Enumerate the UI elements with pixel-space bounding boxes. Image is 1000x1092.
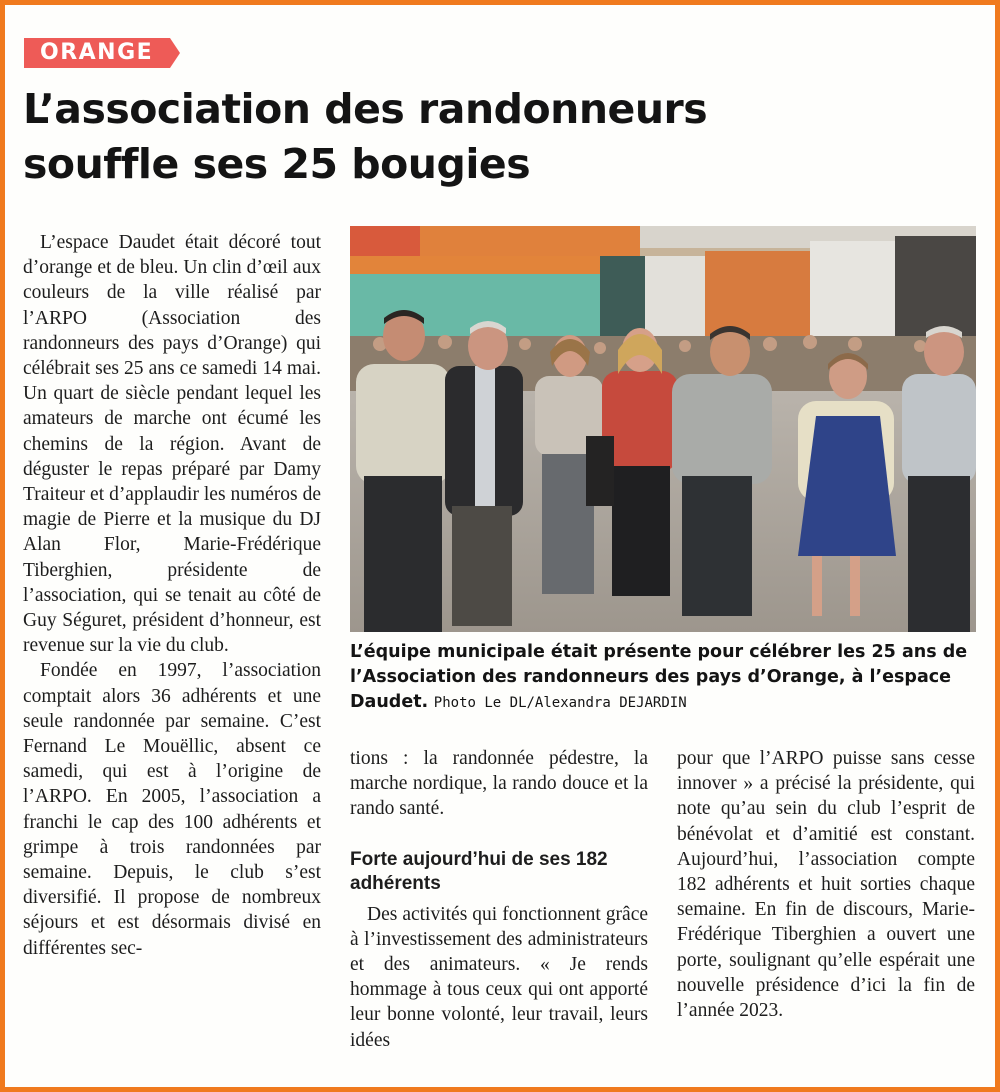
paragraph-history: Fondée en 1997, l’association comptait alors 36 adhérents et une seule randonnée par semaine. C’est Fernand Le Mouëllic, absent ce samedi, qui est à l’origine de l’ARPO. En 2005, l’association a franchi le cap des 100 adhérents et grimpe à trois randonnées par semaine. Depuis, le club s’est diversifié. Il propose de nombreux séjours et est désormais divisé en différentes sec-	[23, 660, 321, 959]
paragraph-activities: Des activités qui fonctionnent grâce à l’investissement des administrateurs et des animateurs. « Je rends hommage à tous ceux qui ont apporté leur bonne volonté, leur travail, leurs idées	[350, 903, 648, 1051]
article-column-2	[350, 746, 648, 1053]
group-photo-illustration	[350, 226, 976, 632]
section-kicker	[24, 38, 180, 68]
kicker-label: ORANGE	[40, 40, 154, 65]
paragraph-continuation: tions : la randonnée pédestre, la marche nordique, la rando douce et la rando santé.	[350, 748, 648, 820]
caption-text: L’équipe municipale était présente pour célébrer les 25 ans de l’Association des randonneurs des pays d’Orange, à l’espace Daudet.	[350, 642, 968, 712]
headline	[23, 82, 973, 192]
article-column-3	[677, 746, 975, 1023]
photo-caption	[350, 640, 976, 716]
headline-line-2: souffle ses 25 bougies	[23, 140, 531, 188]
article-column-1	[23, 230, 321, 961]
subheading: Forte aujourd’hui de ses 182 adhérents	[350, 848, 608, 894]
headline-line-1: L’association des randonneurs	[23, 85, 708, 133]
paragraph-intro: L’espace Daudet était décoré tout d’orange et de bleu. Un clin d’œil aux couleurs de la ville réalisé par l’ARPO (Association des randonneurs des pays d’Orange) qui célébrait ses 25 ans ce samedi 14 mai. Un quart de siècle pendant lequel les amateurs de marche ont écumé les chemins de la région. Avant de déguster le repas préparé par Damy Traiteur et d’applaudir les numéros de magie de Pierre et la musique du DJ Alan Flor, Marie-Frédérique Tiberghien, présidente de l’association, qui se tenait au côté de Guy Séguret, président d’honneur, est revenue sur la vie du club.	[23, 232, 321, 657]
group-photo	[350, 226, 976, 632]
photo-credit: Photo Le DL/Alexandra DEJARDIN	[433, 695, 687, 711]
paragraph-conclusion: pour que l’ARPO puisse sans cesse innover » a précisé la présidente, qui note qu’au sein du club l’esprit de bénévolat et d’amitié est constant. Aujourd’hui, l’association compte 182 adhérents et huit sorties chaque semaine. En fin de discours, Marie-Frédérique Tiberghien a ouvert une porte, soulignant qu’elle espérait une nouvelle présidence d’ici la fin de l’année 2023.	[677, 748, 975, 1022]
